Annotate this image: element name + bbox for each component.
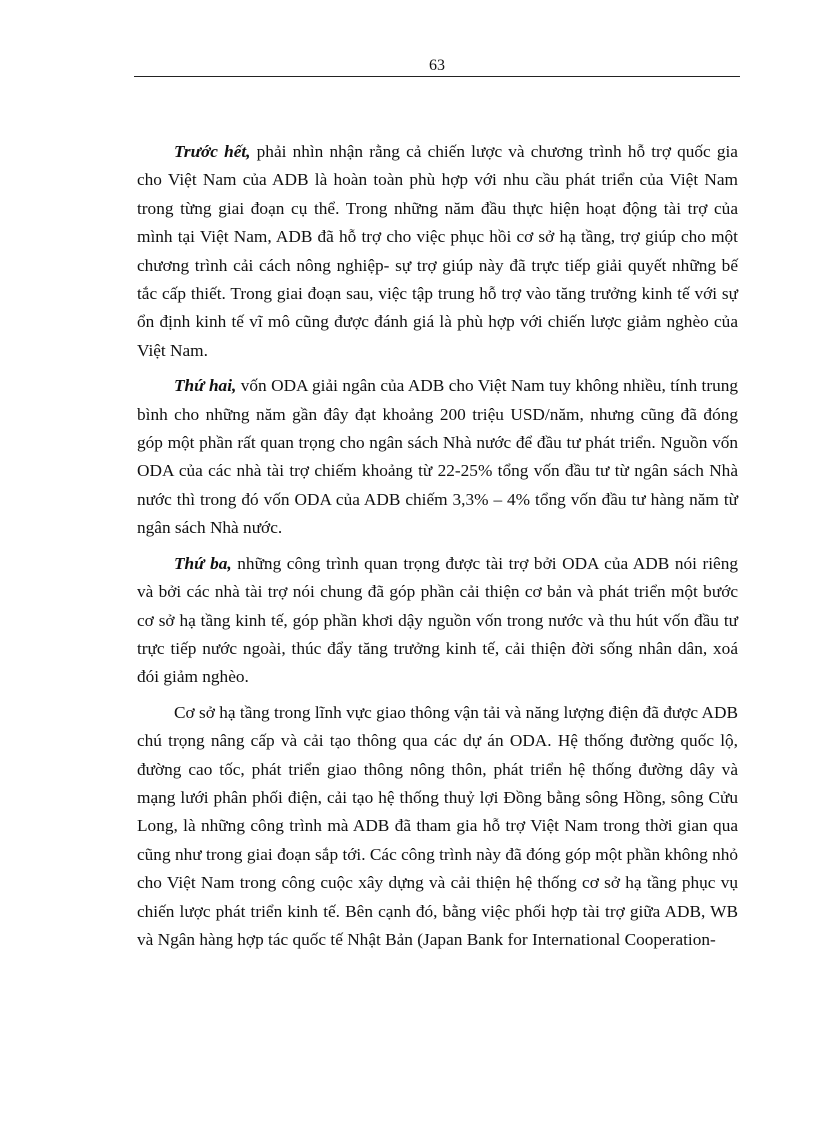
paragraph-text: vốn ODA giải ngân của ADB cho Việt Nam tuy không nhiều, tính trung bình cho những năm gần đây đạt khoảng 200 triệu USD/năm, nhưng cũng đã đóng góp một phần rất quan trọng cho ngân sách Nhà nước để đầu tư phát triển. Nguồn vốn ODA của các nhà tài trợ chiếm khoảng từ 22-25% tổng vốn đầu tư từ ngân sách Nhà nước thì trong đó vốn ODA của ADB chiếm 3,3% – 4% tổng vốn đầu tư hàng năm từ ngân sách Nhà nước.: [137, 376, 739, 538]
paragraph-lead: Thứ ba,: [174, 553, 232, 573]
page-header: [134, 58, 740, 77]
paragraph-text: những công trình quan trọng được tài trợ bởi ODA của ADB nói riêng và bởi các nhà tài trợ nói chung đã góp phần cải thiện cơ bản và phát triển một bước cơ sở hạ tầng kinh tế, góp phần khơi dậy nguồn vốn trong nước và thu hút vốn đầu tư trực tiếp nước ngoài, thúc đẩy tăng trưởng kinh tế, cải thiện đời sống nhân dân, xoá đói giảm nghèo.: [137, 553, 738, 687]
paragraph-text: phải nhìn nhận rằng cả chiến lược và chương trình hỗ trợ quốc gia cho Việt Nam của ADB là hoàn toàn phù hợp với nhu cầu phát triển của Việt Nam trong từng giai đoạn cụ thể. Trong những năm đầu thực hiện hoạt động tài trợ của mình tại Việt Nam, ADB đã hỗ trợ cho việc phục hồi cơ sở hạ tầng, trợ giúp cho một chương trình cải cách nông nghiệp- sự trợ giúp này đã trực tiếp giải quyết những bế tắc cấp thiết. Trong giai đoạn sau, việc tập trung hỗ trợ vào tăng trưởng kinh tế với sự ổn định kinh tế vĩ mô cũng được đánh giá là phù hợp với chiến lược giảm nghèo của Việt Nam.: [137, 142, 738, 360]
paragraph-text: Cơ sở hạ tầng trong lĩnh vực giao thông vận tải và năng lượng điện đã được ADB chú trọng nâng cấp và cải tạo thông qua các dự án ODA. Hệ thống đường quốc lộ, đường cao tốc, phát triển giao thông nông thôn, phát triển hệ thống đường dây và mạng lưới phân phối điện, cải tạo hệ thống thuỷ lợi Đồng bằng sông Hồng, sông Cửu Long, là những công trình mà ADB đã tham gia hỗ trợ Việt Nam trong thời gian qua cũng như trong giai đoạn sắp tới. Các công trình này đã đóng góp một phần không nhỏ cho Việt Nam trong công cuộc xây dựng và cải thiện hệ thống cơ sở hạ tầng phục vụ chiến lược phát triển kinh tế. Bên cạnh đó, bằng việc phối hợp tài trợ giữa ADB, WB và Ngân hàng hợp tác quốc tế Nhật Bản (Japan Bank for International Cooperation-: [137, 702, 738, 949]
paragraph-lead: Trước hết,: [174, 142, 251, 161]
paragraph-second: [137, 372, 738, 542]
page-number: 63: [429, 57, 445, 74]
paragraph-third: [137, 550, 738, 692]
paragraph-lead: Thứ hai,: [174, 376, 237, 396]
paragraph-infrastructure: [137, 699, 738, 955]
document-body: [137, 138, 738, 961]
paragraph-first: [137, 138, 738, 365]
